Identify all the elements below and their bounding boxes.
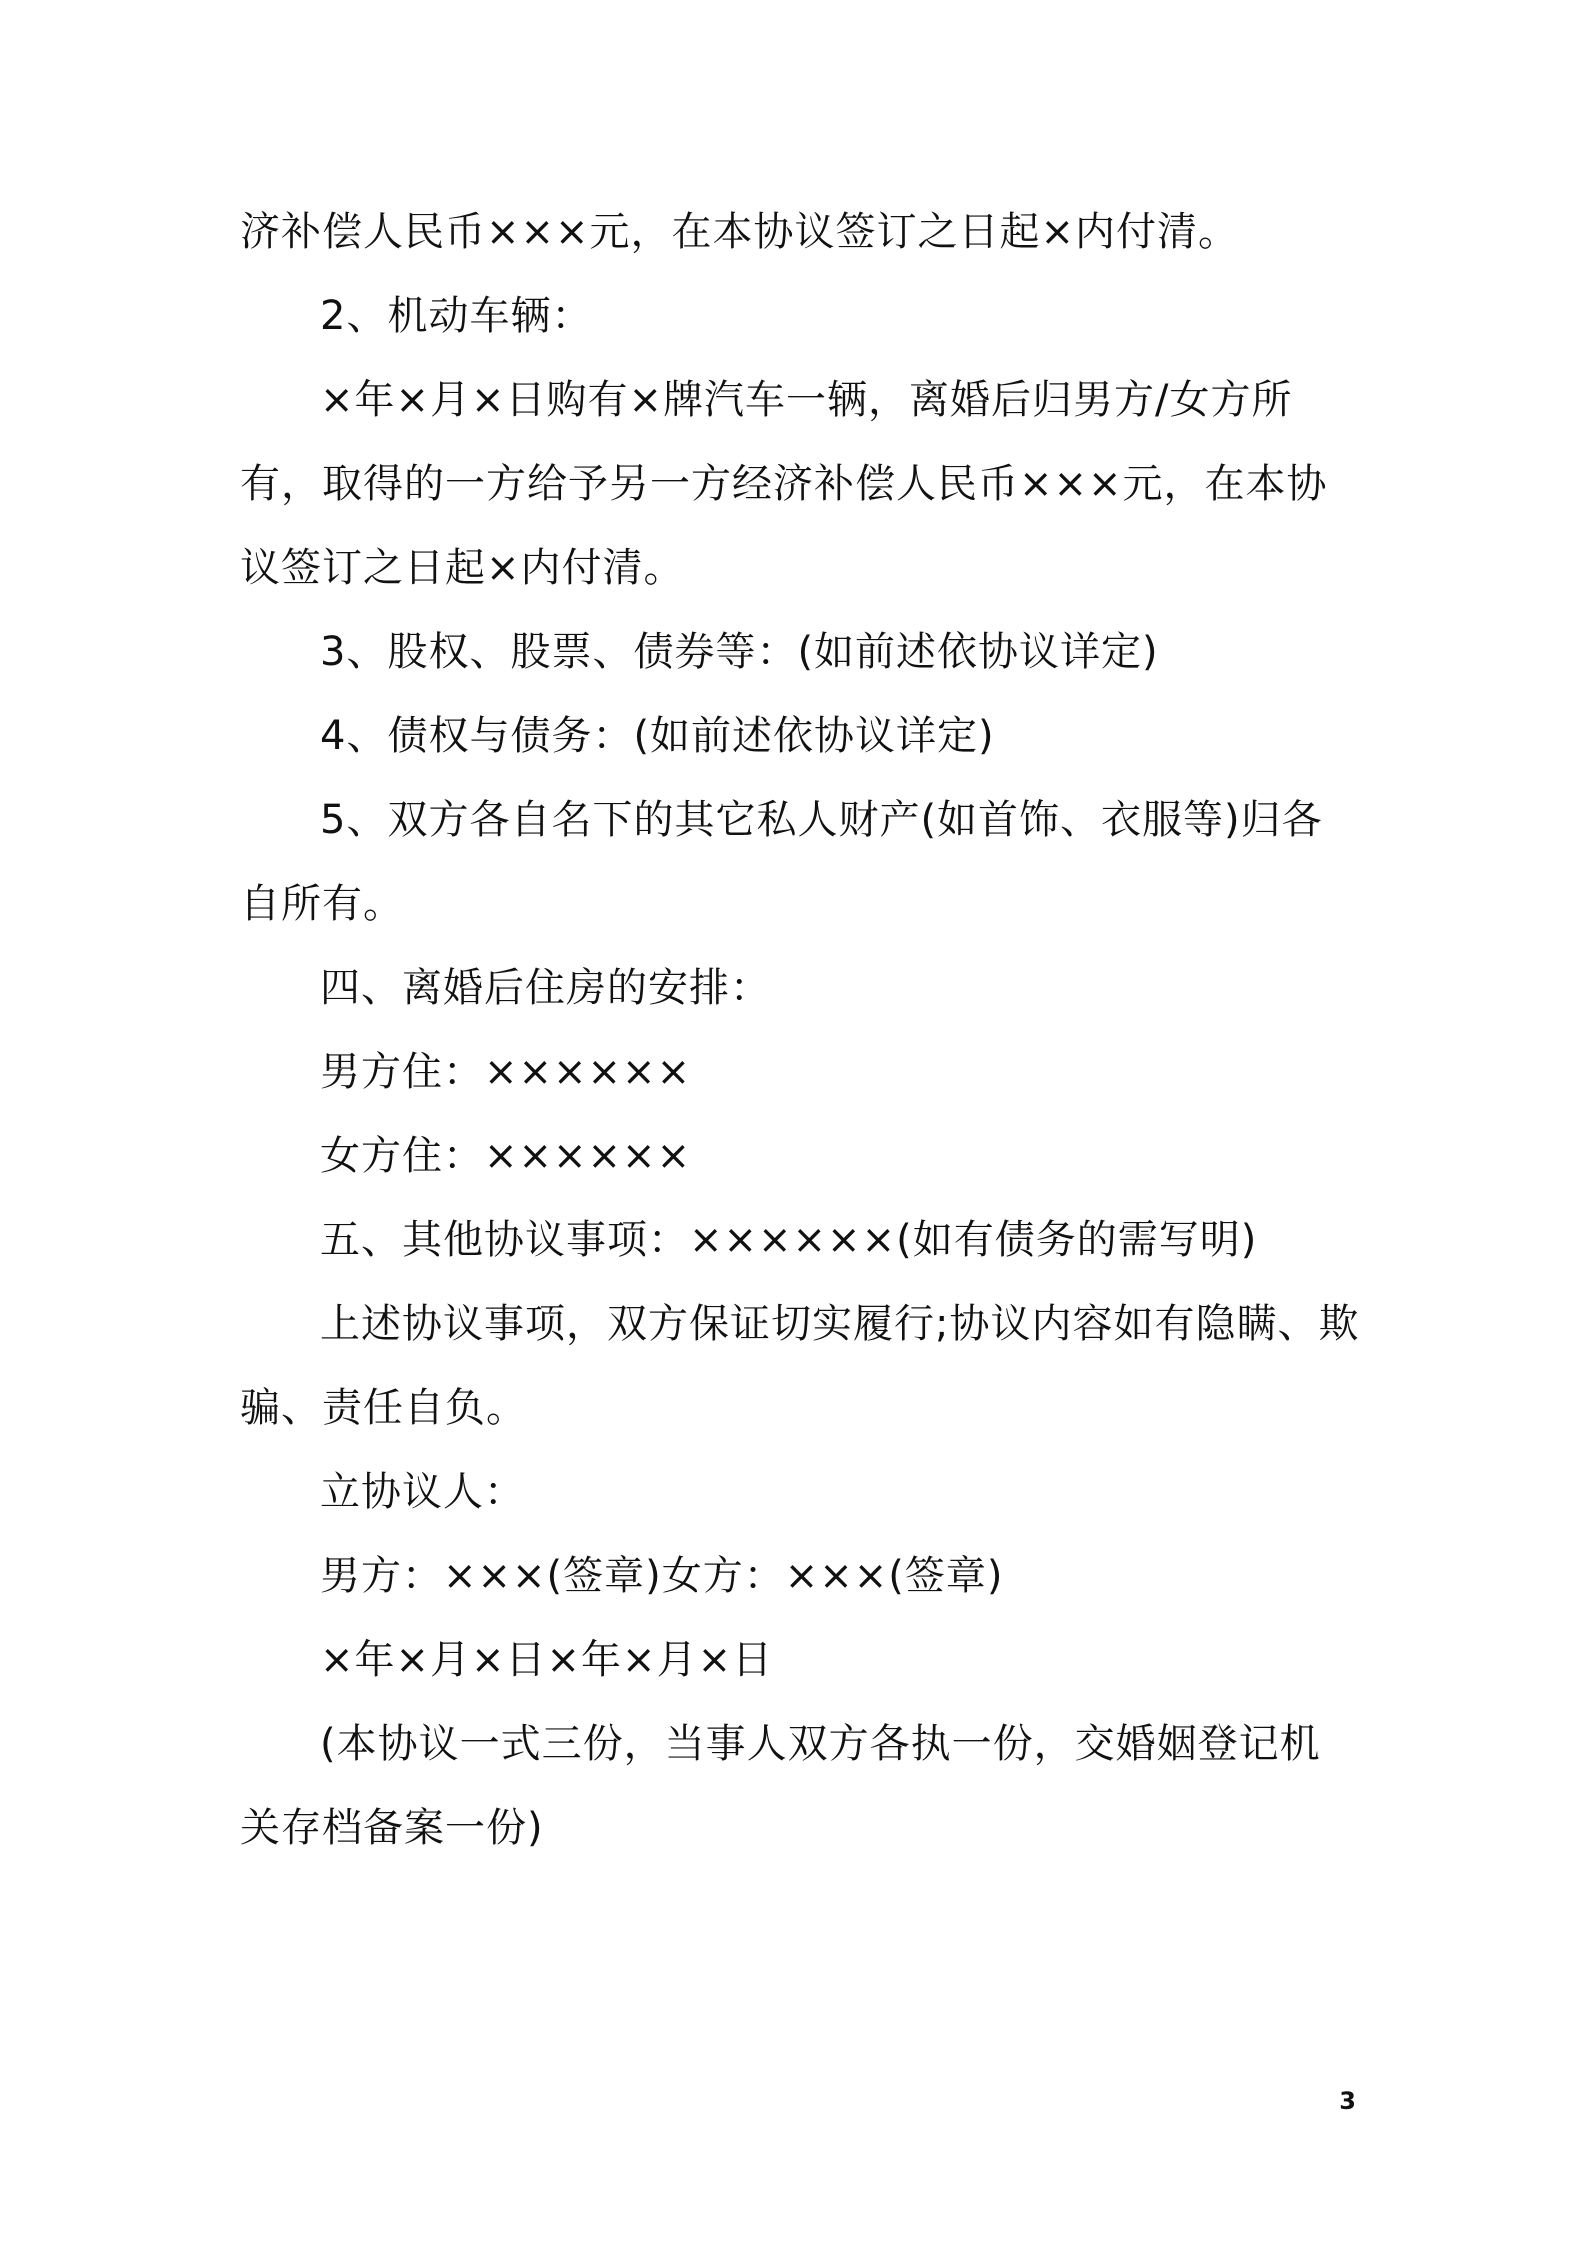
paragraph-13: 男方：×××(签章)女方：×××(签章) <box>320 1553 1004 1599</box>
page-number: 3 <box>1339 2087 1356 2115</box>
paragraph-10: 五、其他协议事项：××××××(如有债务的需写明) <box>320 1217 1258 1263</box>
paragraph-9: 女方住：×××××× <box>320 1133 692 1179</box>
paragraph-2: 2、机动车辆： <box>320 293 593 339</box>
paragraph-8: 男方住：×××××× <box>320 1049 692 1095</box>
paragraph-4: 3、股权、股票、债券等：(如前述依协议详定) <box>320 629 1159 675</box>
paragraph-11: 上述协议事项，双方保证切实履行;协议内容如有隐瞒、欺骗、责任自负。 <box>240 1301 1360 1431</box>
document-body <box>240 190 1360 1870</box>
paragraph-14: ×年×月×日×年×月×日 <box>320 1637 774 1683</box>
paragraph-3: ×年×月×日购有×牌汽车一辆，离婚后归男方/女方所有，取得的一方给予另一方经济补偿人民币×××元，在本协议签订之日起×内付清。 <box>240 377 1328 591</box>
paragraph-5: 4、债权与债务：(如前述依协议详定) <box>320 713 995 759</box>
paragraph-6: 5、双方各自名下的其它私人财产(如首饰、衣服等)归各自所有。 <box>240 797 1323 927</box>
paragraph-1: 济补偿人民币×××元，在本协议签订之日起×内付清。 <box>240 209 1240 255</box>
paragraph-15: (本协议一式三份，当事人双方各执一份，交婚姻登记机关存档备案一份) <box>240 1721 1321 1851</box>
paragraph-7: 四、离婚后住房的安排： <box>320 965 771 1011</box>
paragraph-12: 立协议人： <box>320 1469 525 1515</box>
